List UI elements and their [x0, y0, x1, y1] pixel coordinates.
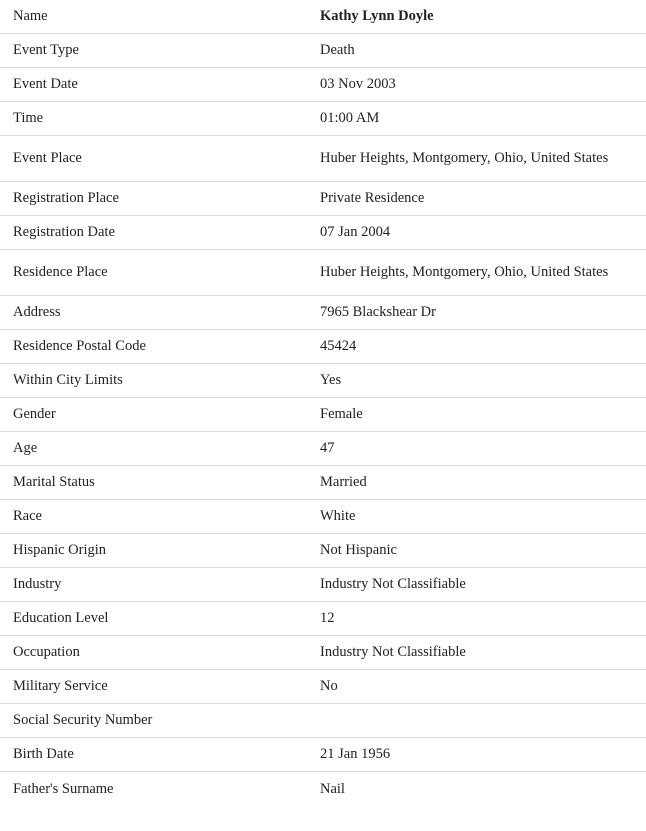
field-label: Name: [13, 8, 48, 24]
field-value: Not Hispanic: [320, 542, 397, 558]
table-row: [0, 364, 646, 398]
field-value: White: [320, 508, 356, 524]
table-row: [0, 432, 646, 466]
field-label: Occupation: [13, 644, 80, 660]
field-label: Father's Surname: [13, 780, 114, 797]
table-row: [0, 296, 646, 330]
field-value: 01:00 AM: [320, 110, 380, 126]
field-label: Registration Place: [13, 190, 119, 206]
field-label: Time: [13, 110, 44, 126]
table-row: [0, 68, 646, 102]
field-label: Registration Date: [13, 224, 115, 240]
field-label: Event Type: [13, 42, 79, 58]
table-row: [0, 466, 646, 500]
field-label: Hispanic Origin: [13, 542, 107, 558]
table-row: [0, 250, 646, 296]
field-label: Event Place: [13, 150, 82, 166]
field-value: Yes: [320, 372, 342, 388]
name-value: Kathy Lynn Doyle: [320, 8, 434, 24]
field-label: Birth Date: [13, 746, 74, 762]
field-value: 07 Jan 2004: [320, 224, 391, 240]
field-label: Residence Postal Code: [13, 338, 146, 354]
field-value: Female: [320, 406, 363, 422]
field-label: Industry: [13, 576, 62, 592]
field-label: Education Level: [13, 610, 109, 626]
table-row: [0, 636, 646, 670]
table-row: [0, 0, 646, 34]
field-value: Huber Heights, Montgomery, Ohio, United States: [320, 264, 609, 280]
field-value: Industry Not Classifiable: [320, 576, 466, 592]
table-row: [0, 772, 646, 806]
field-label: Military Service: [13, 678, 108, 694]
field-label: Address: [13, 304, 61, 320]
field-label: Marital Status: [13, 474, 95, 490]
field-value: Death: [320, 42, 355, 58]
field-label: Race: [13, 508, 42, 524]
field-label: Social Security Number: [13, 712, 153, 728]
table-row: [0, 500, 646, 534]
table-row: [0, 568, 646, 602]
field-value: Married: [320, 474, 367, 490]
table-row: [0, 216, 646, 250]
table-row: [0, 602, 646, 636]
table-row: [0, 738, 646, 772]
field-label: Within City Limits: [13, 372, 123, 388]
table-row: [0, 102, 646, 136]
field-value: 47: [320, 440, 335, 456]
field-value: 12: [320, 610, 335, 626]
field-value: Nail: [320, 780, 345, 797]
table-row: [0, 182, 646, 216]
field-value: Private Residence: [320, 190, 425, 206]
table-row: [0, 330, 646, 364]
table-row: [0, 34, 646, 68]
field-value: 45424: [320, 338, 357, 354]
field-value: 03 Nov 2003: [320, 76, 396, 92]
table-row: [0, 534, 646, 568]
table-row: [0, 670, 646, 704]
table-row: [0, 398, 646, 432]
field-label: Gender: [13, 406, 56, 422]
field-value: 21 Jan 1956: [320, 746, 391, 762]
table-row: [0, 136, 646, 182]
field-value: No: [320, 678, 338, 694]
field-label: Age: [13, 440, 38, 456]
field-value: 7965 Blackshear Dr: [320, 304, 436, 320]
field-value: Huber Heights, Montgomery, Ohio, United States: [320, 150, 609, 166]
field-value: Industry Not Classifiable: [320, 644, 466, 660]
table-row: [0, 704, 646, 738]
field-label: Event Date: [13, 76, 78, 92]
field-label: Residence Place: [13, 264, 108, 280]
